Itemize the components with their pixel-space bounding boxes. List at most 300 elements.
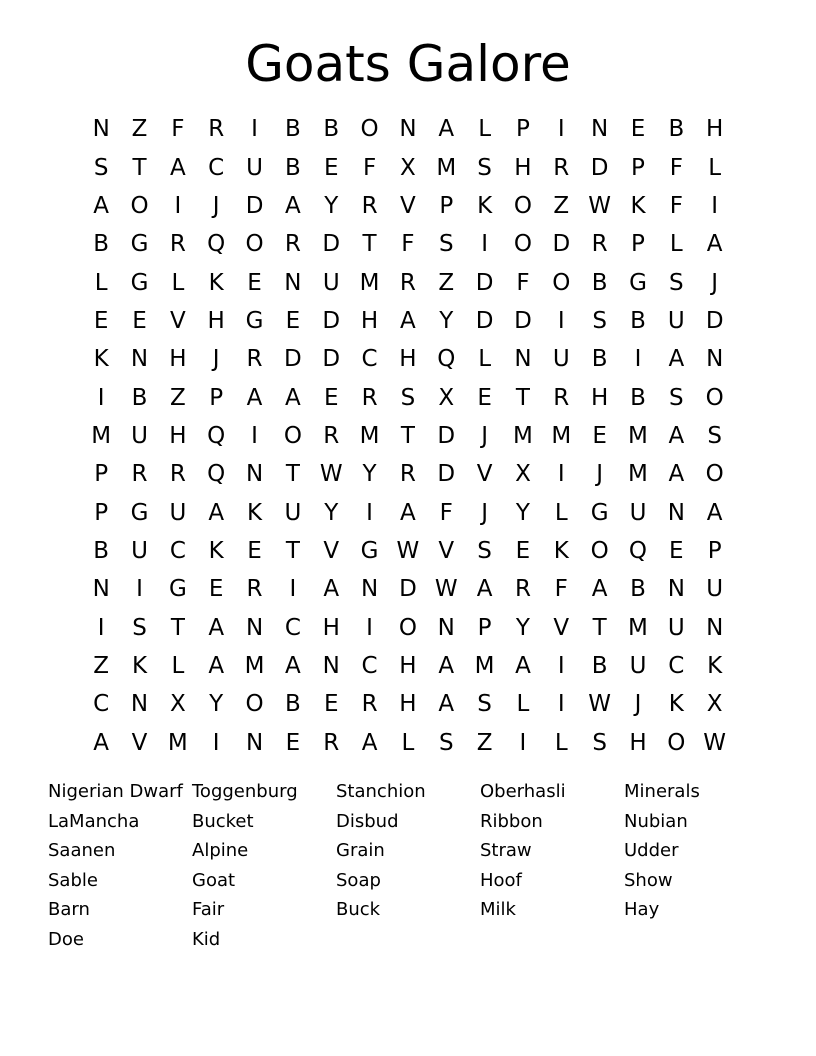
grid-letter: M: [167, 729, 188, 756]
grid-letter: A: [246, 384, 263, 411]
grid-letter: J: [634, 691, 642, 718]
grid-letter: U: [131, 422, 148, 449]
grid-letter: O: [705, 384, 724, 411]
grid-letter: E: [247, 537, 262, 564]
grid-letter: U: [667, 614, 685, 641]
grid-letter: C: [284, 614, 301, 641]
grid-letter: B: [131, 384, 148, 411]
grid-letter: A: [400, 307, 416, 334]
grid-letter: Z: [169, 384, 186, 411]
grid-letter: H: [399, 691, 417, 718]
grid-letter: R: [246, 576, 263, 603]
grid-letter: L: [516, 691, 530, 718]
grid-letter: P: [477, 614, 492, 641]
grid-letter: N: [514, 346, 532, 373]
grid-letter: K: [553, 537, 569, 564]
grid-letter: N: [245, 461, 264, 488]
grid-letter: I: [366, 499, 373, 526]
grid-letter: B: [630, 307, 646, 334]
grid-letter: O: [513, 231, 532, 258]
grid-letter: D: [322, 231, 341, 258]
grid-letter: R: [361, 192, 378, 219]
grid-letter: I: [97, 614, 105, 641]
grid-letter: Z: [93, 652, 110, 679]
word-bank-item: Alpine: [192, 840, 249, 862]
grid-letter: R: [361, 384, 378, 411]
grid-letter: A: [361, 729, 378, 756]
word-bank-item: Nigerian Dwarf: [48, 781, 183, 802]
grid-letter: A: [208, 652, 225, 679]
grid-letter: I: [136, 576, 143, 603]
grid-letter: Q: [207, 422, 226, 449]
grid-letter: C: [208, 154, 225, 181]
grid-letter: J: [481, 422, 488, 449]
grid-letter: H: [322, 614, 340, 641]
grid-letter: S: [93, 154, 109, 181]
grid-letter: F: [401, 231, 415, 258]
grid-letter: V: [400, 192, 416, 219]
grid-letter: T: [592, 614, 607, 641]
grid-letter: A: [438, 691, 455, 718]
grid-letter: A: [476, 576, 493, 603]
grid-letter: T: [400, 422, 415, 449]
grid-letter: S: [477, 537, 492, 564]
grid-letter: O: [667, 729, 686, 756]
grid-letter: S: [592, 729, 607, 756]
grid-letter: X: [400, 154, 416, 181]
grid-letter: N: [437, 614, 455, 641]
grid-letter: H: [629, 729, 647, 756]
grid-letter: K: [93, 346, 109, 373]
grid-letter: H: [514, 154, 532, 181]
grid-letter: A: [93, 729, 110, 756]
grid-letter: A: [438, 652, 455, 679]
grid-letter: Z: [131, 116, 148, 143]
grid-letter: G: [168, 576, 187, 603]
grid-letter: T: [362, 231, 377, 258]
grid-letter: I: [557, 461, 565, 488]
grid-letter: A: [208, 499, 225, 526]
grid-letter: K: [630, 192, 646, 219]
grid-letter: M: [628, 422, 648, 449]
grid-letter: R: [361, 691, 378, 718]
grid-letter: A: [591, 576, 608, 603]
grid-letter: H: [169, 422, 187, 449]
grid-letter: X: [438, 384, 455, 411]
grid-letter: X: [515, 461, 531, 488]
grid-letter: B: [668, 116, 685, 143]
grid-letter: F: [669, 192, 683, 219]
grid-letter: A: [169, 154, 186, 181]
grid-letter: U: [284, 499, 302, 526]
grid-letter: W: [434, 576, 458, 603]
grid-letter: M: [359, 422, 380, 449]
grid-letter: O: [360, 116, 379, 143]
grid-letter: F: [439, 499, 453, 526]
grid-letter: H: [207, 307, 225, 334]
grid-letter: J: [711, 269, 719, 296]
grid-letter: V: [553, 614, 570, 641]
grid-letter: R: [553, 154, 570, 181]
grid-letter: N: [399, 116, 417, 143]
grid-letter: N: [706, 614, 724, 641]
grid-letter: C: [668, 652, 685, 679]
grid-letter: A: [285, 384, 301, 411]
grid-letter: B: [591, 269, 608, 296]
grid-letter: B: [285, 116, 301, 143]
word-bank-item: Fair: [192, 899, 225, 921]
grid-letter: H: [360, 307, 379, 334]
grid-letter: J: [212, 192, 220, 219]
grid-letter: D: [284, 346, 302, 373]
grid-letter: R: [284, 231, 301, 258]
grid-letter: M: [628, 614, 648, 641]
grid-letter: E: [323, 691, 339, 718]
grid-letter: P: [94, 499, 109, 526]
grid-letter: P: [209, 384, 224, 411]
word-bank-item: Sable: [48, 869, 98, 891]
grid-letter: M: [474, 652, 495, 679]
word-bank-item: Show: [624, 869, 673, 891]
grid-letter: S: [438, 231, 454, 258]
grid-letter: I: [174, 192, 182, 219]
grid-letter: U: [322, 269, 340, 296]
grid-letter: P: [94, 461, 109, 488]
grid-letter: N: [284, 269, 302, 296]
grid-letter: B: [93, 537, 110, 564]
grid-letter: K: [668, 691, 684, 718]
grid-letter: D: [514, 307, 532, 334]
word-bank-item: Bucket: [192, 810, 254, 832]
grid-letter: V: [131, 729, 148, 756]
grid-letter: D: [475, 269, 494, 296]
grid-letter: J: [481, 499, 488, 526]
grid-letter: U: [169, 499, 187, 526]
grid-letter: X: [706, 691, 723, 718]
grid-letter: Y: [324, 192, 339, 219]
grid-letter: A: [668, 422, 685, 449]
grid-letter: Q: [207, 461, 226, 488]
grid-letter: E: [208, 576, 224, 603]
grid-letter: A: [208, 614, 225, 641]
grid-letter: B: [285, 691, 301, 718]
grid-letter: B: [630, 384, 646, 411]
grid-letter: N: [245, 614, 264, 641]
word-bank-item: Goat: [192, 869, 236, 891]
grid-letter: O: [398, 614, 417, 641]
grid-letter: U: [131, 537, 148, 564]
grid-letter: T: [285, 537, 300, 564]
grid-letter: W: [588, 192, 612, 219]
grid-letter: M: [551, 422, 572, 449]
grid-letter: G: [360, 537, 379, 564]
grid-letter: S: [669, 269, 684, 296]
grid-letter: P: [439, 192, 454, 219]
grid-letter: T: [170, 614, 185, 641]
grid-letter: M: [628, 461, 648, 488]
grid-letter: R: [169, 231, 186, 258]
grid-letter: T: [515, 384, 530, 411]
grid-letter: Z: [553, 192, 570, 219]
word-bank-item: Nubian: [624, 810, 688, 832]
page-title: Goats Galore: [245, 35, 571, 93]
grid-letter: N: [92, 116, 110, 143]
grid-letter: D: [475, 307, 494, 334]
grid-letter: B: [591, 346, 608, 373]
grid-letter: E: [247, 269, 262, 296]
grid-letter: N: [667, 576, 685, 603]
grid-letter: G: [130, 499, 149, 526]
grid-letter: U: [629, 652, 647, 679]
grid-letter: B: [93, 231, 110, 258]
grid-letter: J: [596, 461, 604, 488]
grid-letter: D: [437, 422, 456, 449]
grid-letter: I: [97, 384, 105, 411]
grid-letter: E: [323, 384, 339, 411]
grid-letter: D: [705, 307, 724, 334]
grid-letter: O: [590, 537, 609, 564]
grid-letter: V: [476, 461, 493, 488]
grid-letter: A: [668, 346, 685, 373]
grid-letter: B: [285, 154, 301, 181]
grid-letter: M: [359, 269, 380, 296]
grid-letter: N: [130, 346, 149, 373]
grid-letter: P: [707, 537, 722, 564]
grid-letter: W: [396, 537, 420, 564]
grid-letter: B: [630, 576, 646, 603]
grid-letter: F: [171, 116, 185, 143]
grid-letter: Q: [207, 231, 226, 258]
grid-letter: I: [634, 346, 642, 373]
grid-letter: H: [399, 346, 417, 373]
grid-letter: G: [130, 269, 149, 296]
grid-letter: L: [171, 269, 185, 296]
grid-letter: P: [631, 154, 645, 181]
grid-letter: E: [669, 537, 684, 564]
grid-letter: R: [323, 729, 340, 756]
word-bank-item: Kid: [192, 928, 221, 950]
grid-letter: L: [554, 499, 568, 526]
grid-letter: A: [668, 461, 685, 488]
grid-letter: Y: [515, 614, 530, 641]
grid-letter: O: [245, 231, 264, 258]
grid-letter: N: [706, 346, 724, 373]
grid-letter: U: [706, 576, 724, 603]
grid-letter: H: [399, 652, 417, 679]
grid-letter: S: [669, 384, 684, 411]
grid-letter: F: [554, 576, 568, 603]
grid-letter: E: [477, 384, 492, 411]
grid-letter: E: [630, 116, 646, 143]
grid-letter: W: [319, 461, 343, 488]
grid-letter: R: [169, 461, 186, 488]
grid-letter: E: [285, 729, 301, 756]
grid-letter: Y: [362, 461, 377, 488]
grid-letter: O: [283, 422, 302, 449]
grid-letter: D: [399, 576, 417, 603]
grid-letter: K: [707, 652, 723, 679]
grid-letter: V: [323, 537, 340, 564]
grid-letter: S: [707, 422, 722, 449]
grid-letter: M: [513, 422, 533, 449]
grid-letter: I: [481, 231, 488, 258]
grid-letter: I: [251, 116, 258, 143]
grid-letter: R: [208, 116, 225, 143]
grid-letter: Y: [515, 499, 530, 526]
grid-letter: D: [590, 154, 609, 181]
grid-letter: H: [706, 116, 724, 143]
grid-letter: E: [323, 154, 339, 181]
grid-letter: I: [557, 652, 565, 679]
grid-letter: L: [708, 154, 722, 181]
grid-letter: Z: [438, 269, 455, 296]
grid-letter: A: [706, 231, 723, 258]
grid-letter: I: [519, 729, 527, 756]
grid-letter: Q: [628, 537, 648, 564]
grid-letter: D: [322, 346, 341, 373]
word-bank-item: Barn: [48, 899, 90, 921]
grid-letter: K: [477, 192, 493, 219]
grid-letter: C: [93, 691, 110, 718]
grid-letter: O: [705, 461, 724, 488]
grid-letter: S: [400, 384, 416, 411]
grid-letter: N: [591, 116, 609, 143]
word-bank-item: Hoof: [480, 869, 522, 891]
grid-letter: U: [246, 154, 263, 181]
grid-letter: T: [285, 461, 300, 488]
grid-letter: P: [516, 116, 530, 143]
grid-letter: C: [361, 652, 378, 679]
grid-letter: Q: [437, 346, 456, 373]
grid-letter: L: [171, 652, 185, 679]
grid-letter: T: [132, 154, 147, 181]
grid-letter: D: [245, 192, 264, 219]
grid-letter: L: [478, 346, 492, 373]
grid-letter: A: [285, 652, 301, 679]
grid-letter: N: [245, 729, 264, 756]
grid-letter: Y: [209, 691, 224, 718]
grid-letter: F: [669, 154, 683, 181]
grid-letter: I: [366, 614, 373, 641]
grid-letter: W: [703, 729, 727, 756]
word-bank-item: Doe: [48, 928, 84, 950]
grid-letter: F: [516, 269, 530, 296]
grid-letter: L: [94, 269, 108, 296]
grid-letter: G: [245, 307, 264, 334]
grid-letter: M: [244, 652, 265, 679]
word-bank-item: Ribbon: [480, 810, 543, 832]
grid-letter: E: [285, 307, 301, 334]
grid-letter: R: [553, 384, 570, 411]
grid-letter: I: [711, 192, 719, 219]
grid-letter: O: [245, 691, 264, 718]
word-bank-item: Straw: [480, 840, 532, 862]
grid-letter: A: [706, 499, 723, 526]
grid-letter: A: [438, 116, 455, 143]
grid-letter: V: [169, 307, 186, 334]
word-bank-item: Hay: [624, 899, 660, 921]
grid-letter: E: [132, 307, 147, 334]
word-bank-item: Minerals: [624, 781, 700, 802]
grid-letter: N: [130, 691, 149, 718]
grid-letter: A: [93, 192, 110, 219]
grid-letter: H: [590, 384, 609, 411]
grid-letter: I: [212, 729, 220, 756]
grid-letter: R: [514, 576, 531, 603]
grid-letter: U: [552, 346, 570, 373]
grid-letter: R: [323, 422, 340, 449]
grid-letter: W: [588, 691, 612, 718]
grid-letter: E: [592, 422, 607, 449]
word-bank: [48, 780, 768, 958]
grid-letter: K: [208, 269, 224, 296]
grid-letter: X: [169, 691, 186, 718]
grid-letter: V: [438, 537, 455, 564]
grid-letter: A: [515, 652, 531, 679]
grid-letter: E: [515, 537, 531, 564]
grid-letter: C: [361, 346, 378, 373]
grid-letter: R: [246, 346, 263, 373]
word-bank-item: Milk: [480, 899, 516, 921]
grid-letter: I: [289, 576, 297, 603]
grid-letter: I: [557, 691, 565, 718]
word-bank-item: LaMancha: [48, 810, 140, 832]
grid-letter: F: [362, 154, 377, 181]
grid-letter: O: [513, 192, 532, 219]
grid-letter: O: [130, 192, 149, 219]
grid-letter: S: [477, 154, 492, 181]
word-bank-item: Oberhasli: [480, 781, 566, 802]
grid-letter: A: [285, 192, 301, 219]
grid-letter: R: [399, 461, 416, 488]
grid-letter: L: [669, 231, 683, 258]
grid-letter: G: [590, 499, 609, 526]
grid-letter: P: [631, 231, 645, 258]
grid-letter: L: [401, 729, 415, 756]
word-bank-item: Disbud: [336, 810, 399, 832]
grid-letter: J: [212, 346, 220, 373]
grid-letter: L: [554, 729, 568, 756]
grid-letter: M: [91, 422, 112, 449]
grid-letter: R: [591, 231, 608, 258]
word-bank-item: Buck: [336, 899, 381, 921]
word-bank-item: Toggenburg: [192, 781, 298, 802]
grid-letter: N: [667, 499, 685, 526]
grid-letter: M: [436, 154, 457, 181]
grid-letter: E: [93, 307, 109, 334]
grid-letter: U: [667, 307, 685, 334]
grid-letter: Y: [324, 499, 339, 526]
grid-letter: O: [552, 269, 571, 296]
grid-letter: B: [591, 652, 608, 679]
grid-letter: B: [323, 116, 340, 143]
grid-letter: G: [629, 269, 647, 296]
letter-grid: [82, 110, 734, 762]
grid-letter: H: [169, 346, 187, 373]
grid-letter: N: [360, 576, 379, 603]
grid-letter: I: [251, 422, 258, 449]
grid-letter: Z: [476, 729, 493, 756]
grid-letter: C: [169, 537, 186, 564]
grid-letter: I: [557, 307, 565, 334]
grid-letter: Y: [439, 307, 454, 334]
grid-letter: G: [130, 231, 149, 258]
grid-letter: R: [399, 269, 416, 296]
word-bank-item: Saanen: [48, 840, 116, 862]
grid-letter: A: [400, 499, 416, 526]
grid-letter: A: [323, 576, 340, 603]
word-bank-item: Udder: [624, 840, 679, 862]
